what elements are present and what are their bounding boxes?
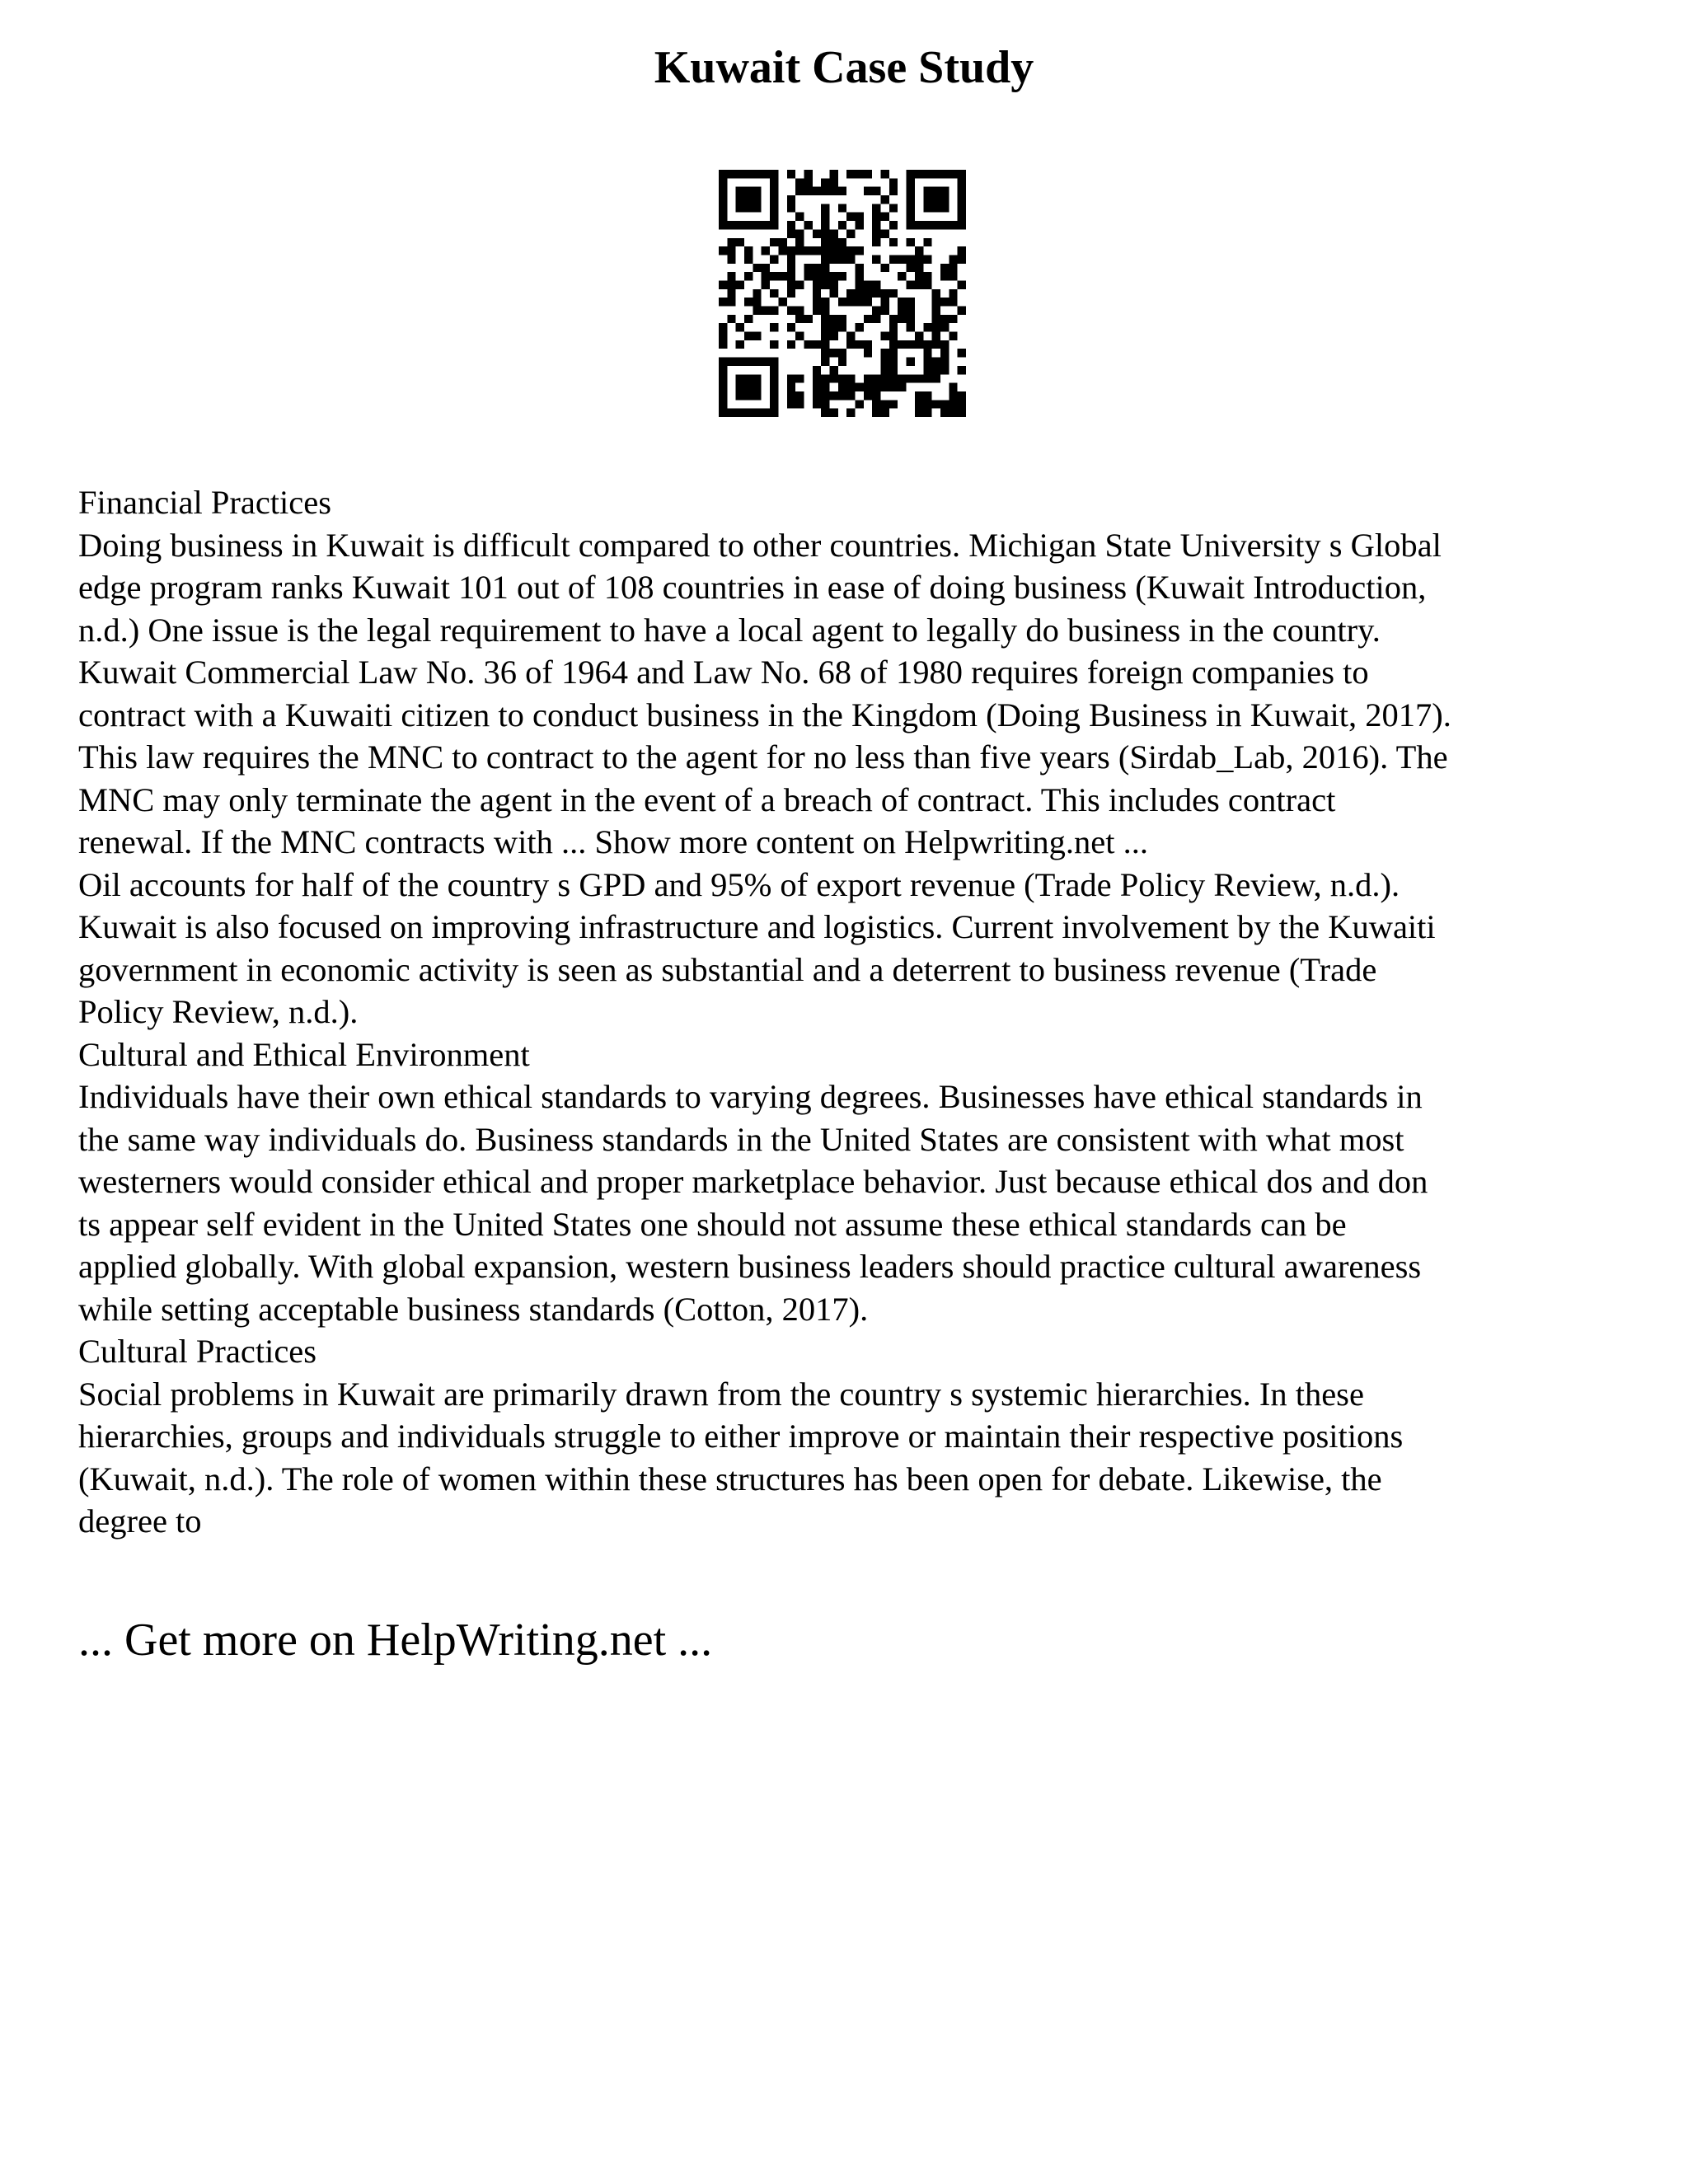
qr-code-graphic bbox=[719, 170, 966, 417]
text-line: Policy Review, n.d.). bbox=[78, 993, 359, 1030]
text-line: Kuwait is also focused on improving infrastructure and logistics. Current involvement by the Kuwaiti bbox=[78, 908, 1436, 945]
text-line: Oil accounts for half of the country s GPD and 95% of export revenue (Trade Policy Review, n.d.). bbox=[78, 865, 1400, 903]
text-line: hierarchies, groups and individuals struggle to either improve or maintain their respective positions bbox=[78, 1418, 1404, 1455]
text-line: Individuals have their own ethical standards to varying degrees. Businesses have ethical standards in bbox=[78, 1078, 1423, 1115]
text-line: Kuwait Commercial Law No. 36 of 1964 and Law No. 68 of 1980 requires foreign companies to bbox=[78, 654, 1369, 691]
text-line: Cultural and Ethical Environment bbox=[78, 1035, 530, 1073]
text-line: westerners would consider ethical and proper marketplace behavior. Just because ethical dos and don bbox=[78, 1163, 1428, 1200]
text-line: Cultural Practices bbox=[78, 1333, 317, 1370]
text-line: Financial Practices bbox=[78, 484, 332, 521]
text-line: (Kuwait, n.d.). The role of women within these structures has been open for debate. Likewise, the bbox=[78, 1460, 1382, 1497]
qr-code-icon bbox=[719, 170, 966, 417]
page-title: Kuwait Case Study bbox=[654, 42, 1034, 93]
text-line: edge program ranks Kuwait 101 out of 108 countries in ease of doing business (Kuwait Introduction, bbox=[78, 569, 1427, 606]
text-line: applied globally. With global expansion, western business leaders should practice cultural awareness bbox=[78, 1248, 1422, 1285]
text-line: Doing business in Kuwait is difficult compared to other countries. Michigan State University s Global bbox=[78, 526, 1442, 564]
text-line: while setting acceptable business standards (Cotton, 2017). bbox=[78, 1290, 869, 1328]
text-line: degree to bbox=[78, 1502, 202, 1540]
text-line: renewal. If the MNC contracts with ... Show more content on Helpwriting.net ... bbox=[78, 823, 1148, 860]
text-line: n.d.) One issue is the legal requirement to have a local agent to legally do business in the country. bbox=[78, 611, 1381, 649]
text-line: ts appear self evident in the United States one should not assume these ethical standards can be bbox=[78, 1205, 1347, 1243]
text-line: contract with a Kuwaiti citizen to conduct business in the Kingdom (Doing Business in Kuwait, 2017). bbox=[78, 696, 1451, 733]
text-line: MNC may only terminate the agent in the event of a breach of contract. This includes contract bbox=[78, 780, 1336, 818]
text-line: This law requires the MNC to contract to the agent for no less than five years (Sirdab_Lab, 2016). The bbox=[78, 738, 1448, 776]
get-more-link[interactable]: ... Get more on HelpWriting.net ... bbox=[78, 1615, 713, 1666]
text-line: the same way individuals do. Business standards in the United States are consistent with what most bbox=[78, 1120, 1404, 1158]
text-line: Social problems in Kuwait are primarily drawn from the country s systemic hierarchies. In these bbox=[78, 1375, 1364, 1413]
text-line: government in economic activity is seen as substantial and a deterrent to business revenue (Trade bbox=[78, 950, 1377, 988]
body-text bbox=[78, 481, 1628, 1543]
